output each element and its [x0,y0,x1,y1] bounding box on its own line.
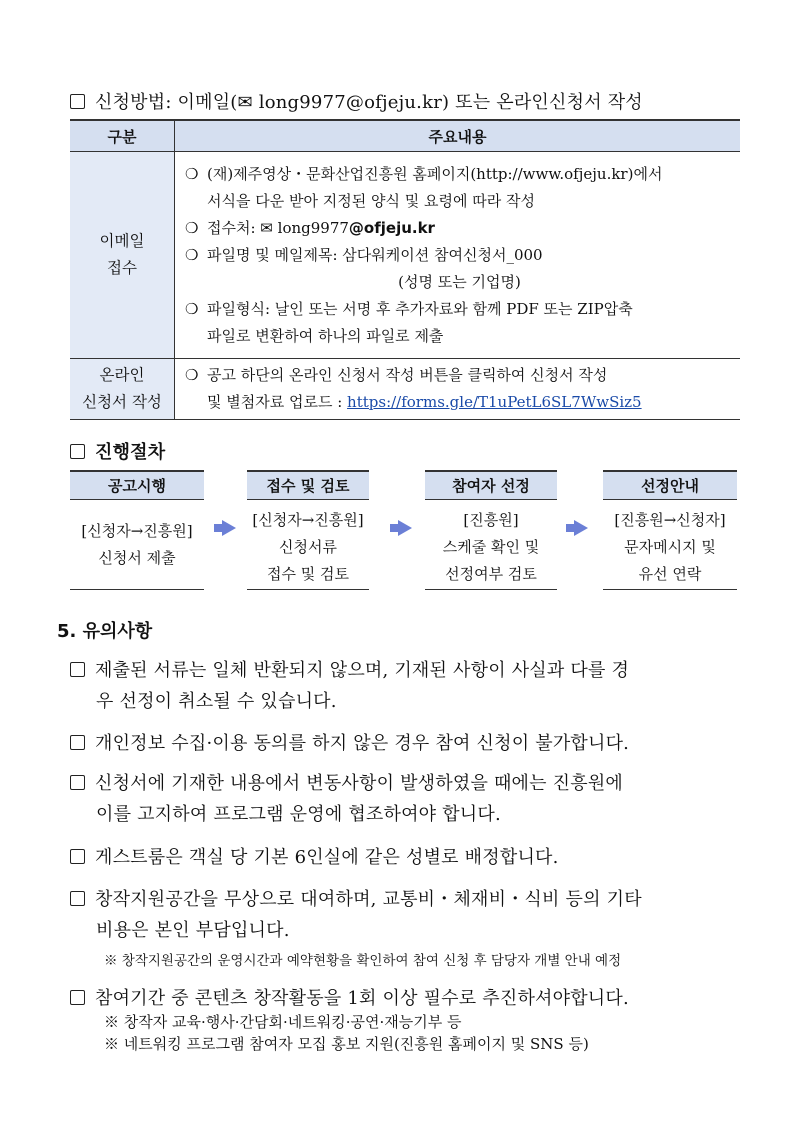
arrow-right-icon [398,520,412,536]
note-subitem: ※ 창작자 교육·행사·간담회·네트워킹·공연·재능기부 등 [104,1013,462,1031]
step-title-3: 참여자 선정 [425,470,557,500]
note-item: 게스트룸은 객실 당 기본 6인실에 같은 성별로 배정합니다. [70,842,559,873]
circle-bullet-icon: ❍ [185,218,199,237]
checkbox-icon [70,662,85,677]
method-table [70,119,740,420]
step-body-4: [진흥원→신청자] 문자메시지 및 유선 연락 [603,502,737,590]
section-heading: 5. 유의사항 [57,621,153,642]
checkbox-icon [70,775,85,790]
step-body-3: [진흥원] 스케줄 확인 및 선정여부 검토 [425,502,557,590]
process-heading: 진행절차 [70,438,165,464]
step-title-2: 접수 및 검토 [247,470,369,500]
row-label-email: 이메일 접수 [70,152,175,359]
table-header-row [70,120,740,152]
note-subitem: ※ 창작지원공간의 운영시간과 예약현황을 확인하여 참여 신청 후 담당자 개별 안내 예정 [104,953,622,969]
row-label-online: 온라인 신청서 작성 [70,359,175,420]
checkbox-icon [70,891,85,906]
table-row-email [70,152,740,359]
circle-bullet-icon: ❍ [185,164,199,183]
row-content-online: ❍ 공고 하단의 온라인 신청서 작성 버튼을 클릭하여 신청서 작성 및 별첨자료 업로드 : https://forms.gle/T1uPetL6SL7WwSiz5 [175,359,741,420]
arrow-right-icon [222,520,236,536]
checkbox-icon [70,444,85,459]
envelope-icon: ✉ [237,92,253,113]
list-item: ❍ 파일형식: 날인 또는 서명 후 추가자료와 함께 PDF 또는 ZIP압축 [185,296,734,323]
list-item: ❍ (재)제주영상・문화산업진흥원 홈페이지(http://www.ofjeju.kr)에서 [185,161,734,188]
checkbox-icon [70,735,85,750]
note-item: 참여기간 중 콘텐츠 창작활동을 1회 이상 필수로 추진하셔야합니다. [70,983,629,1014]
note-item: 개인정보 수집·이용 동의를 하지 않은 경우 참여 신청이 불가합니다. [70,728,629,759]
list-item: ❍ 파일명 및 메일제목: 삼다워케이션 참여신청서_000 [185,242,734,269]
step-body-1: [신청자→진흥원] 신청서 제출 [70,502,204,590]
step-body-2: [신청자→진흥원] 신청서류 접수 및 검토 [247,502,369,590]
circle-bullet-icon: ❍ [185,299,199,318]
arrow-right-icon [574,520,588,536]
note-item: 신청서에 기재한 내용에서 변동사항이 발생하였을 때에는 진흥원에 이를 고지하여 프로그램 운영에 협조하여야 합니다. [70,768,623,830]
note-subitem: ※ 네트워킹 프로그램 참여자 모집 홍보 지원(진흥원 홈페이지 및 SNS 등) [104,1035,589,1053]
list-item: ❍ 접수처: ✉ long9977@ofjeju.kr [185,215,734,242]
circle-bullet-icon: ❍ [185,245,199,264]
step-title-1: 공고시행 [70,470,204,500]
circle-bullet-icon: ❍ [185,366,199,384]
row-content-email: ❍ (재)제주영상・문화산업진흥원 홈페이지(http://www.ofjeju.kr)에서 서식을 다운 받아 지정된 양식 및 요령에 따라 작성 ❍ 접수처: ✉ long9977@ofjeju.kr ❍ 파일명 및 메일제목: 삼다워케이션 참여신청서_000 (성명 또는 기업명) ❍ 파일형식: 날인 또는 서명 후 추가자료와 함께 PDF 또는 ZIP압축 파일로 변환하여 하나의 파일로 제출 [175,152,741,359]
note-item: 제출된 서류는 일체 반환되지 않으며, 기재된 사항이 사실과 다를 경 우 선정이 취소될 수 있습니다. [70,655,629,717]
list-item: ❍ 공고 하단의 온라인 신청서 작성 버튼을 클릭하여 신청서 작성 [185,362,734,389]
method-heading: 신청방법: 이메일(✉ long9977@ofjeju.kr) 또는 온라인신청서 작성 [70,88,643,114]
col-header-category: 구분 [70,120,175,152]
checkbox-icon [70,990,85,1005]
checkbox-icon [70,849,85,864]
envelope-icon: ✉ [260,218,273,237]
online-form-link[interactable]: https://forms.gle/T1uPetL6SL7WwSiz5 [347,393,642,411]
checkbox-icon [70,94,85,109]
step-title-4: 선정안내 [603,470,737,500]
col-header-content: 주요내용 [175,120,741,152]
table-row-online [70,359,740,420]
note-item: 창작지원공간을 무상으로 대여하며, 교통비・체재비・식비 등의 기타 비용은 본인 부담입니다. [70,884,642,946]
